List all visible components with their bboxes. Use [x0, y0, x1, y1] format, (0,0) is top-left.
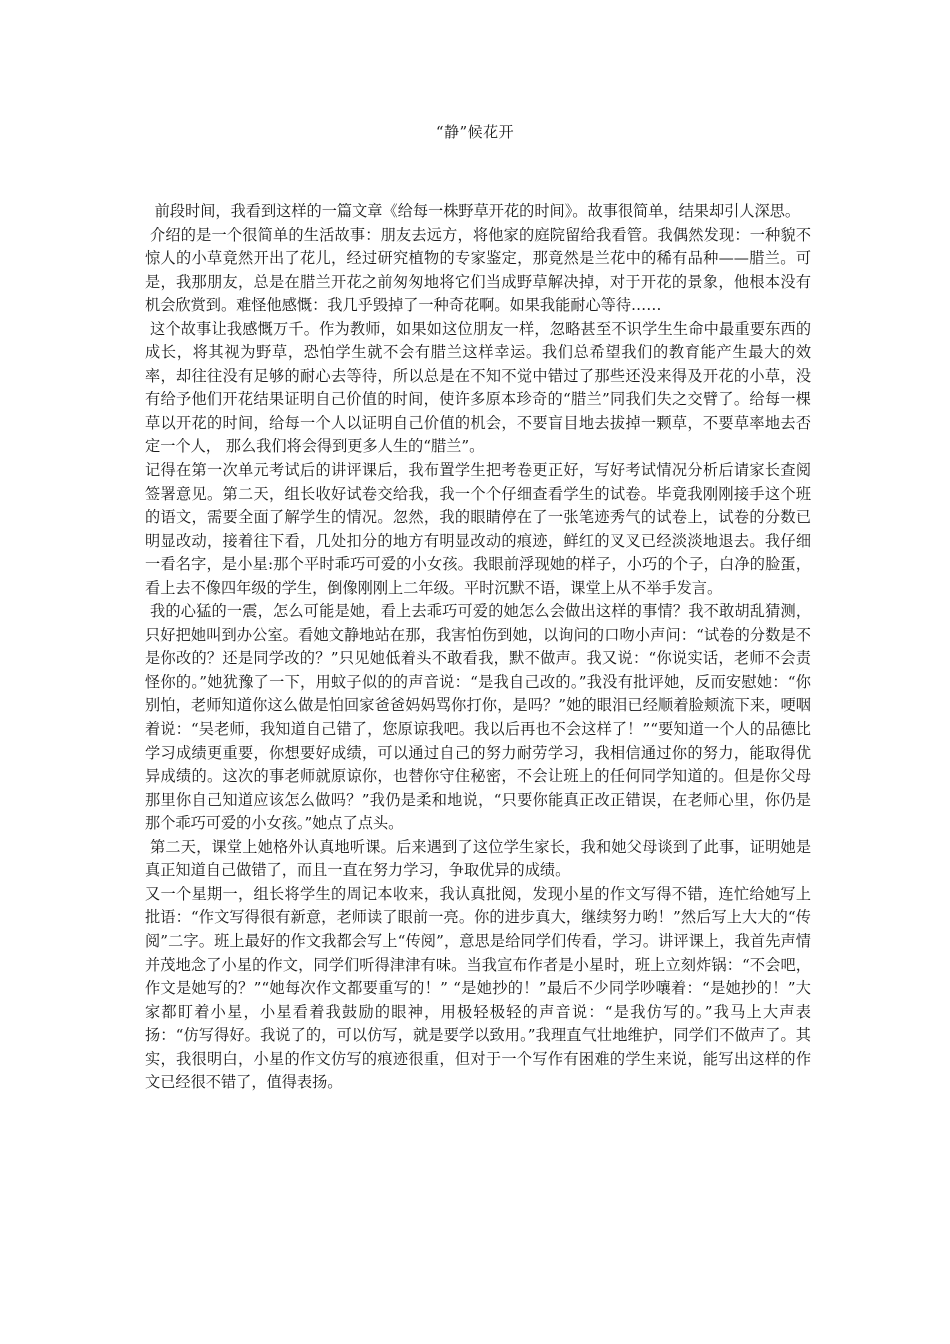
paragraph-next-day: 第二天，课堂上她格外认真地听课。后来遇到了这位学生家长，我和她父母谈到了此事，证明她是真正知道自己做错了，而且一直在努力学习，争取优异的成绩。: [145, 837, 812, 880]
document-title: “静”候花开: [435, 123, 515, 141]
paragraph-intro: 前段时间，我看到这样的一篇文章《给每一株野草开花的时间》。故事很简单，结果却引人深思。: [145, 202, 801, 220]
document-body: [145, 200, 811, 1095]
paragraph-story: 介绍的是一个很简单的生活故事：朋友去远方，将他家的庭院留给我看管。我偶然发现：一种貌不惊人的小草竟然开出了花儿，经过研究植物的专家鉴定，那竟然是兰花中的稀有品种——腊兰。可是，我那朋友，总是在腊兰开花之前匆匆地将它们当成野草解决掉，对于开花的景象，他根本没有机会欣赏到。难怪他感慨：我几乎毁掉了一种奇花啊。如果我能耐心等待……: [145, 225, 812, 315]
paragraph-composition: 又一个星期一，组长将学生的周记本收来，我认真批阅，发现小星的作文写得不错，连忙给她写上批语：“作文写得很有新意，老师读了眼前一亮。你的进步真大，继续努力哟！”然后写上大大的“传阅”二字。班上最好的作文我都会写上“传阅”，意思是给同学们传看，学习。讲评课上，我首先声情并茂地念了小星的作文，同学们听得津津有味。当我宣布作者是小星时，班上立刻炸锅：“不会吧，作文是她写的？”“她每次作文都要重写的！” “是她抄的！”最后不少同学吵嚷着：“是她抄的！”大家都盯着小星，小星看着我鼓励的眼神，用极轻极轻的声音说：“是我仿写的。”我马上大声表扬：“仿写得好。我说了的，可以仿写，就是要学以致用。”我理直气壮地维护，同学们不做声了。其实，我很明白，小星的作文仿写的痕迹很重，但对于一个写作有困难的学生来说，能写出这样的作文已经很不错了，值得表扬。: [145, 884, 811, 1092]
paragraph-conversation: 我的心猛的一震，怎么可能是她，看上去乖巧可爱的她怎么会做出这样的事情？我不敢胡乱猜测，只好把她叫到办公室。看她文静地站在那，我害怕伤到她，以询问的口吻小声问：“试卷的分数是不是你改的？还是同学改的？”只见她低着头不敢看我，默不做声。我又说：“你说实话，老师不会责怪你的。”她犹豫了一下，用蚊子似的的声音说：“是我自己改的。”我没有批评她，反而安慰她：“你别怕，老师知道你这么做是怕回家爸爸妈妈骂你打你，是吗？”她的眼泪已经顺着脸颊流下来，哽咽着说：“吴老师，我知道自己错了，您原谅我吧。我以后再也不会这样了！”“要知道一个人的品德比学习成绩更重要，你想要好成绩，可以通过自己的努力耐劳学习，我相信通过你的努力，能取得优异成绩的。这次的事老师就原谅你，也替你守住秘密，不会让班上的任何同学知道的。但是你父母那里你自己知道应该怎么做吗？”我仍是柔和地说，“只要你能真正改正错误，在老师心里，你仍是那个乖巧可爱的小女孩。”她点了点头。: [145, 602, 812, 833]
paragraph-exam: 记得在第一次单元考试后的讲评课后，我布置学生把考卷更正好，写好考试情况分析后请家长查阅签署意见。第二天，组长收好试卷交给我，我一个个仔细查看学生的试卷。毕竟我刚刚接手这个班的语文，需要全面了解学生的情况。忽然，我的眼睛停在了一张笔迹秀气的试卷上，试卷的分数已明显改动，接着往下看，几处扣分的地方有明显改动的痕迹，鲜红的叉叉已经淡淡地退去。我仔细一看名字，是小星:那个平时乖巧可爱的小女孩。我眼前浮现她的样子，小巧的个子，白净的脸蛋，看上去不像四年级的学生，倒像刚刚上二年级。平时沉默不语，课堂上从不举手发言。: [145, 461, 811, 597]
paragraph-reflection: 这个故事让我感慨万千。作为教师，如果如这位朋友一样，忽略甚至不识学生生命中最重要东西的成长，将其视为野草，恐怕学生就不会有腊兰这样幸运。我们总希望我们的教育能产生最大的效率，却往往没有足够的耐心去等待，所以总是在不知不觉中错过了那些还没来得及开花的小草，没有给予他们开花结果证明自己价值的时间，使许多原本珍奇的“腊兰”同我们失之交臂了。给每一棵草以开花的时间，给每一个人以证明自己价值的机会，不要盲目地去拔掉一颗草，不要草率地去否定一个人， 那么我们将会得到更多人生的“腊兰”。: [145, 319, 812, 456]
